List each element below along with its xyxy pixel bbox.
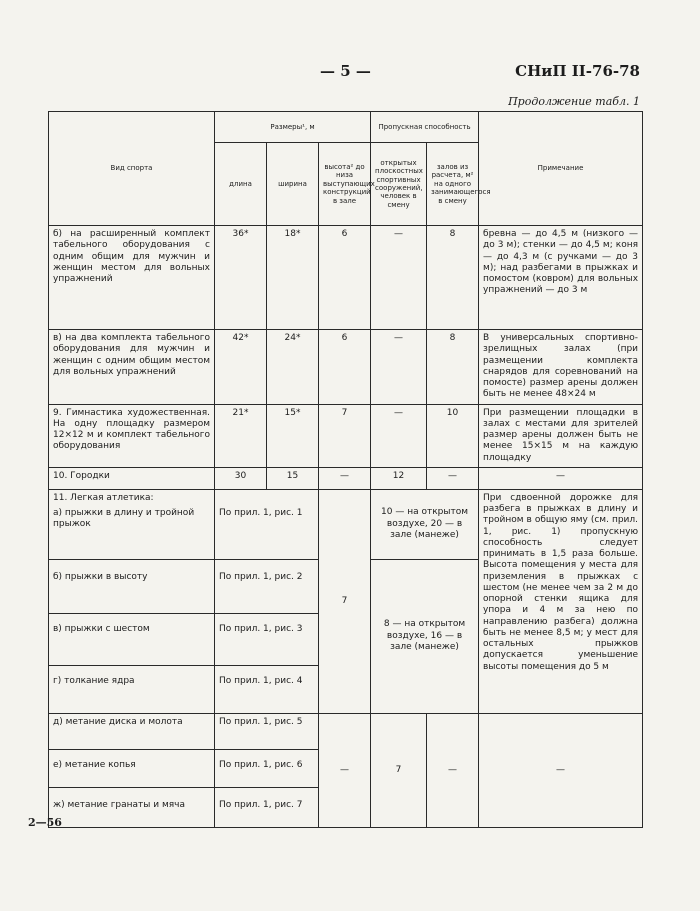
athletics-title: 11. Легкая атлетика:: [53, 492, 154, 503]
sport-name: 9. Гимнастика художественная. На одну площадку размером 12×12 м и комплект табельного оборудования: [49, 404, 215, 467]
table-continuation-label: Продолжение табл. 1: [508, 95, 640, 108]
table-row: [49, 404, 643, 467]
height-value: 6: [319, 330, 371, 405]
note-text: —: [479, 713, 643, 827]
hall-capacity-value: 8: [427, 330, 479, 405]
height-value: —: [319, 467, 371, 489]
size-reference: По прил. 1, рис. 5: [215, 713, 319, 749]
col-header-length: длина: [215, 143, 267, 226]
note-text: бревна — до 4,5 м (низкого — до 3 м); стенки — до 4,5 м; коня — до 4,3 м (с ручками — до 3 м); над разбегами в прыжках и помостом (ковром) для вольных упражнений — до 3 м: [479, 226, 643, 330]
height-value: —: [319, 713, 371, 827]
hall-capacity-value: —: [427, 713, 479, 827]
sport-name: 10. Городки: [49, 467, 215, 489]
open-capacity-value: —: [371, 404, 427, 467]
table-row: [49, 330, 643, 405]
length-value: 30: [215, 467, 267, 489]
table-row: [49, 226, 643, 330]
sport-name: [49, 489, 215, 559]
table-row: [49, 489, 643, 559]
document-code: СНиП II-76-78: [515, 62, 640, 80]
sport-name: в) на два комплекта табельного оборудования для мужчин и женщин с одним общим местом для вольных упражнений: [49, 330, 215, 405]
col-header-width: ширина: [267, 143, 319, 226]
page-footer-code: 2—56: [28, 816, 62, 829]
open-capacity-value: 8 — на открытом воздухе, 16 — в зале (манеже): [371, 559, 479, 713]
athletics-item-a: а) прыжки в длину и тройной прыжок: [53, 508, 195, 530]
athletics-item-f: е) метание копья: [49, 749, 215, 787]
page-header: [0, 62, 700, 84]
athletics-item-b: б) прыжки в высоту: [49, 559, 215, 613]
open-capacity-value: —: [371, 226, 427, 330]
table-row: [49, 467, 643, 489]
size-reference: По прил. 1, рис. 3: [215, 613, 319, 665]
hall-capacity-value: —: [427, 467, 479, 489]
length-value: 42*: [215, 330, 267, 405]
hall-capacity-value: 10: [427, 404, 479, 467]
col-header-sport: Вид спорта: [49, 112, 215, 226]
length-value: 36*: [215, 226, 267, 330]
width-value: 24*: [267, 330, 319, 405]
height-value: 7: [319, 404, 371, 467]
note-text: При сдвоенной дорожке для разбега в прыжках в длину и тройном в общую яму (см. прил. 1, рис. 1) пропускную способность следует принимать в 1,5 раза больше. Высота помещения у места для приземления в прыжках с шестом (не менее чем за 2 м до опорной стенки ящика для упора и 4 м за нею по направлению разбега) должна быть не менее 8,5 м; у мест для остальных прыжков допускается уменьшение высоты помещения до 5 м: [479, 489, 643, 713]
col-header-open: открытых плоскостных спортивных сооружений, человек в смену: [371, 143, 427, 226]
size-reference: По прил. 1, рис. 6: [215, 749, 319, 787]
sport-name: б) на расширенный комплект табельного оборудования с одним общим для мужчин и женщин местом для вольных упражнений: [49, 226, 215, 330]
height-value: 7: [319, 489, 371, 713]
col-header-sizes: Размеры¹, м: [215, 112, 371, 143]
size-reference: По прил. 1, рис. 4: [215, 665, 319, 713]
note-text: При размещении площадки в залах с местами для зрителей размер арены должен быть не менее 15×15 м на каждую площадку: [479, 404, 643, 467]
height-value: 6: [319, 226, 371, 330]
size-reference: По прил. 1, рис. 1: [215, 489, 319, 559]
size-reference: По прил. 1, рис. 2: [215, 559, 319, 613]
hall-capacity-value: 8: [427, 226, 479, 330]
open-capacity-value: 12: [371, 467, 427, 489]
col-header-height: высота² до низа выступающих конструкций в зале: [319, 143, 371, 226]
col-header-capacity: Пропускная способность: [371, 112, 479, 143]
athletics-item-c: в) прыжки с шестом: [49, 613, 215, 665]
sports-facilities-table: [48, 111, 643, 828]
athletics-item-d: г) толкание ядра: [49, 665, 215, 713]
width-value: 15: [267, 467, 319, 489]
open-capacity-value: 7: [371, 713, 427, 827]
col-header-halls: залов из расчета, м² на одного занимающегося в смену: [427, 143, 479, 226]
note-text: —: [479, 467, 643, 489]
col-header-note: Примечание: [479, 112, 643, 226]
size-reference: По прил. 1, рис. 7: [215, 787, 319, 827]
table-row: [49, 713, 643, 749]
athletics-item-e: д) метание диска и молота: [49, 713, 215, 749]
open-capacity-value: —: [371, 330, 427, 405]
open-capacity-value: 10 — на открытом воздухе, 20 — в зале (манеже): [371, 489, 479, 559]
page-number: — 5 —: [320, 62, 371, 80]
length-value: 21*: [215, 404, 267, 467]
width-value: 15*: [267, 404, 319, 467]
athletics-item-g: ж) метание гранаты и мяча: [49, 787, 215, 827]
width-value: 18*: [267, 226, 319, 330]
note-text: В универсальных спортивно-зрелищных залах (при размещении комплекта снарядов для соревнований на помосте) размер арены должен быть не менее 48×24 м: [479, 330, 643, 405]
